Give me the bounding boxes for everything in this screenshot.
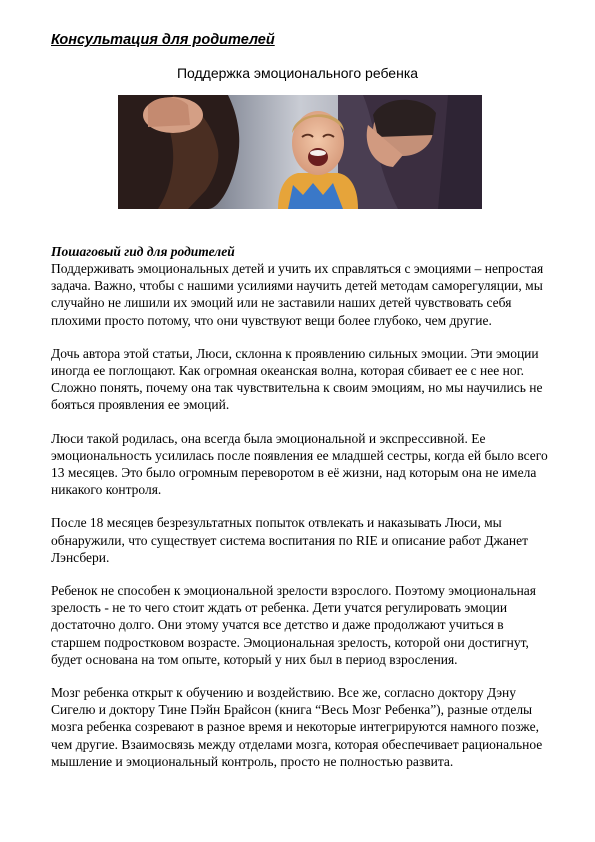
article-paragraph: После 18 месяцев безрезультатных попыток отвлекать и наказывать Люси, мы обнаружили, что существует система воспитания по RIE и описание работ Джанет Лэнсбери. [51,515,528,565]
consultation-label: Консультация для родителей [51,32,275,48]
article-paragraph: Люси такой родилась, она всегда была эмоциональной и экспрессивной. Ее эмоциональность усилилась после появления ее младшей сестры, когда ей было всего 13 месяцев. Это было огромным переворотом в её жизни, над которым она не имела никакого контроля. [51,430,548,498]
article-paragraph: Дочь автора этой статьи, Люси, склонна к проявлению сильных эмоции. Эти эмоции иногда ее поглощают. Как огромная океанская волна, которая сбивает ее с нее ног. Сложно понять, почему она так чувствительна к своим эмоциям, но мы научились не бояться проявления ее эмоций. [51,345,543,413]
article-paragraph: Поддерживать эмоциональных детей и учить их справляться с эмоциями – непростая задача. Важно, чтобы с нашими усилиями научить детей методам саморегуляции, мы случайно не лишили их эмоций или не заставили наших детей чувствовать себя плохими просто потому, что они чувствуют вещи более глубоко, чем другие. [51,261,544,328]
page-title: Поддержка эмоционального ребенка [176,65,419,81]
article-paragraph: Ребенок не способен к эмоциональной зрелости взрослого. Поэтому эмоциональная зрелость - не то чего стоит ждать от ребенка. Дети учатся регулировать эмоции достаточно долго. Они этому учатся все детство и даже продолжают учиться в старшем подростковом возрасте. Эмоциональная зрелость, которой они достигнут, будет основана на том опыте, который у них был в период взросления. [51,583,537,667]
article-subheading: Пошаговый гид для родителей [51,244,235,259]
photo-image [118,95,482,209]
article-paragraph: Мозг ребенка открыт к обучению и воздействию. Все же, согласно доктору Дэну Сигелю и доктору Тине Пэйн Брайсон (книга “Весь Мозг Ребенка”), разные отделы мозга ребенка созревают в разное время и некоторые интегрируются намного позже, чем другие. Взаимосвязь между отделами мозга, которая обеспечивает рациональное мышление и эмоциональный контроль, просто не полностью развита. [51,685,543,769]
article-body [51,243,553,786]
